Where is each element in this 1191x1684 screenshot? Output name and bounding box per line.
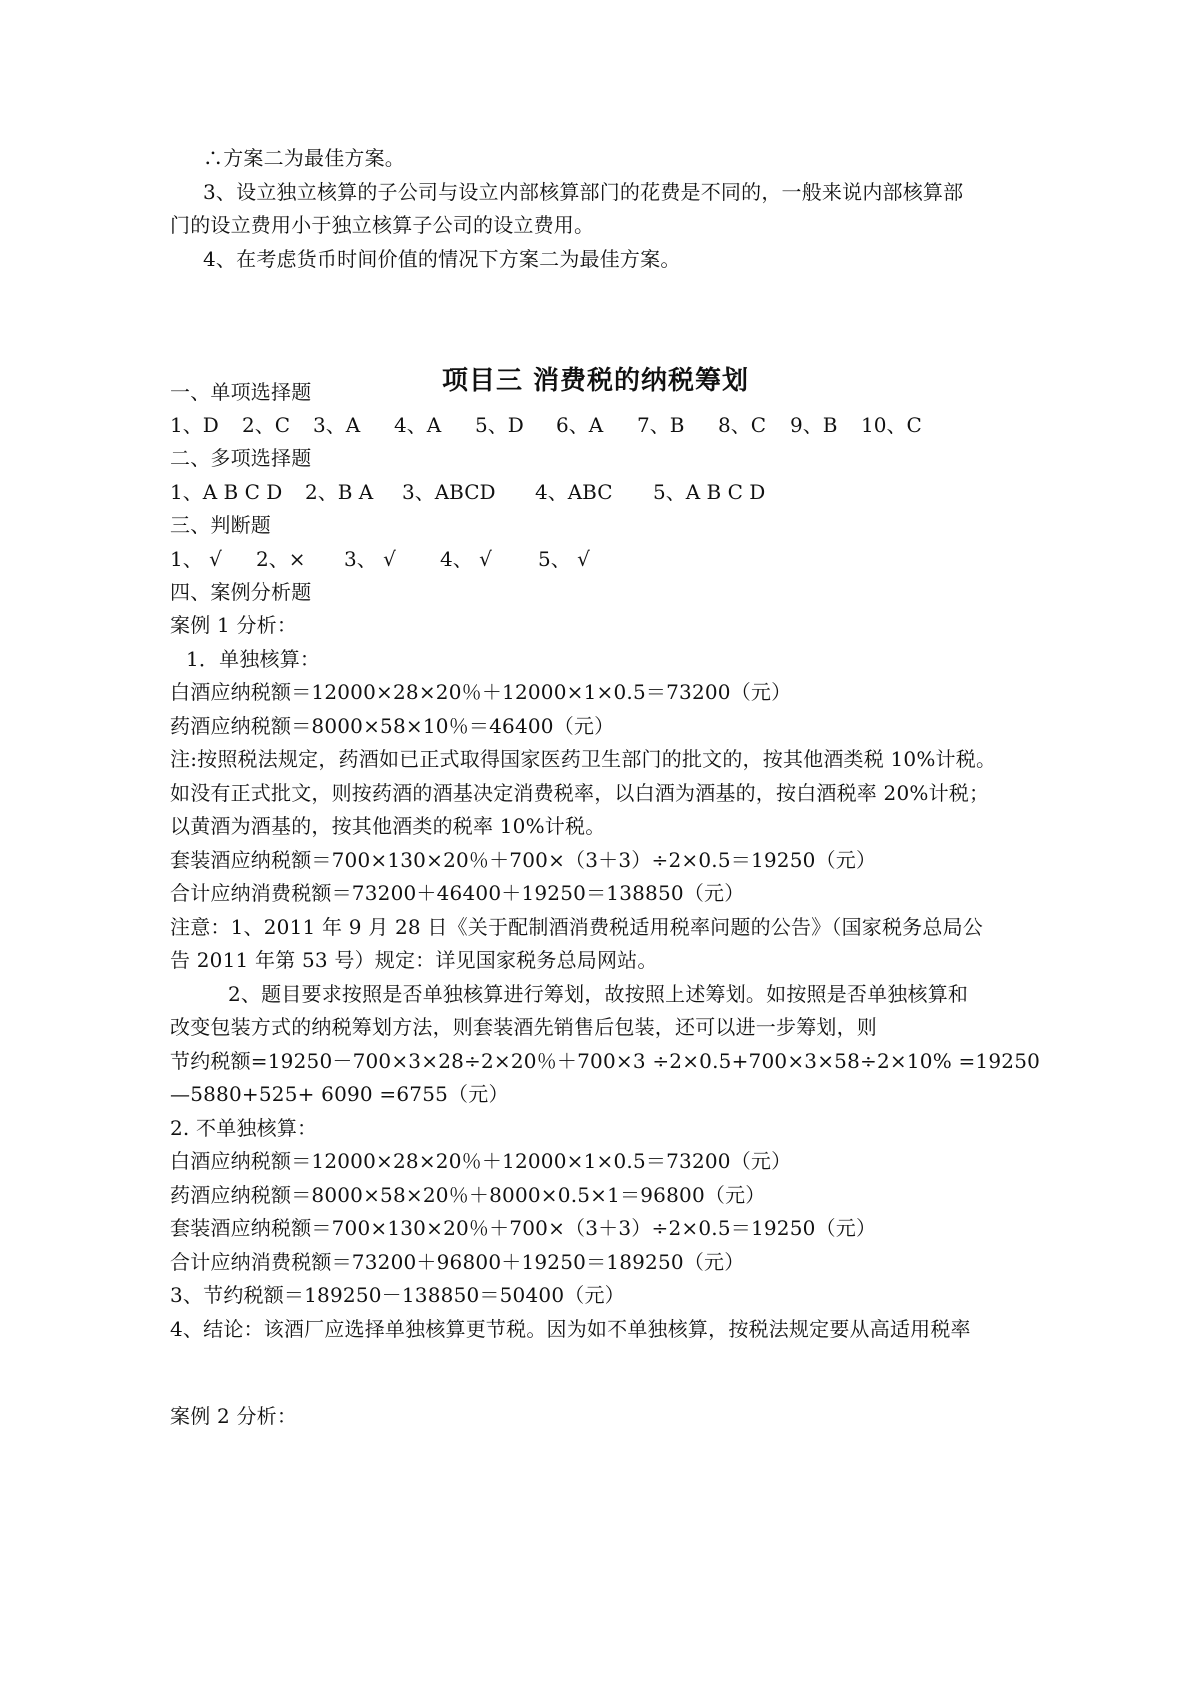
answer-row-true-false: [170, 545, 950, 573]
paragraph-line: 4、在考虑货币时间价值的情况下方案二为最佳方案。: [203, 247, 681, 271]
heading-multiple-choice: 二、多项选择题: [170, 446, 312, 470]
answer-item: 2、×: [256, 547, 306, 571]
subheading-combined-accounting: 2. 不单独核算：: [170, 1116, 318, 1140]
answer-item: 4、ABC: [535, 480, 613, 504]
calc-line: 套装酒应纳税额＝700×130×20％＋700×（3＋3）÷2×0.5＝19250（元）: [170, 848, 877, 872]
paragraph-line: 3、设立独立核算的子公司与设立内部核算部门的花费是不同的，一般来说内部核算部: [203, 180, 964, 204]
note-line: 改变包装方式的纳税筹划方法，则套装酒先销售后包装，还可以进一步筹划，则: [170, 1015, 877, 1039]
calc-line: 药酒应纳税额＝8000×58×10％＝46400（元）: [170, 714, 615, 738]
calc-line: 合计应纳消费税额＝73200＋46400＋19250＝138850（元）: [170, 881, 745, 905]
heading-true-false: 三、判断题: [170, 513, 271, 537]
answer-item: 1、A B C D: [170, 480, 283, 504]
case2-heading: 案例 2 分析：: [170, 1404, 298, 1428]
answer-item: 10、C: [861, 413, 922, 437]
answer-item: 1、D: [170, 413, 219, 437]
note-line: 如没有正式批文，则按药酒的酒基决定消费税率，以白酒为酒基的，按白酒税率 20%计税；: [170, 781, 990, 805]
answer-item: 4、A: [394, 413, 442, 437]
note-line: 注:按照税法规定，药酒如已正式取得国家医药卫生部门的批文的，按其他酒类税 10%计税。: [170, 747, 997, 771]
case1-heading: 案例 1 分析：: [170, 613, 298, 637]
note-line: 注意：1、2011 年 9 月 28 日《关于配制酒消费税适用税率问题的公告》（国家税务总局公: [170, 915, 983, 939]
note-line: 告 2011 年第 53 号）规定：详见国家税务总局网站。: [170, 948, 658, 972]
answer-item: 8、C: [718, 413, 767, 437]
subheading-separate-accounting: 1．单独核算：: [186, 647, 321, 671]
answer-item: 3、ABCD: [402, 480, 496, 504]
answer-item: 3、 √: [344, 547, 396, 571]
answer-item: 9、B: [790, 413, 838, 437]
calc-line: 3、节约税额＝189250－138850＝50400（元）: [170, 1283, 625, 1307]
paragraph-line: 门的设立费用小于独立核算子公司的设立费用。: [170, 213, 595, 237]
answer-row-multiple-choice: [170, 478, 950, 506]
answer-row-single-choice: [170, 411, 950, 439]
answer-item: 5、A B C D: [653, 480, 766, 504]
note-line: 以黄酒为酒基的，按其他酒类的税率 10%计税。: [170, 814, 606, 838]
note-line: 2、题目要求按照是否单独核算进行筹划，故按照上述筹划。如按照是否单独核算和: [228, 982, 969, 1006]
heading-single-choice: 一、单项选择题: [170, 380, 312, 404]
answer-item: 6、A: [556, 413, 604, 437]
answer-item: 5、D: [475, 413, 524, 437]
calc-line: 白酒应纳税额＝12000×28×20％＋12000×1×0.5＝73200（元）: [170, 1149, 792, 1173]
answer-item: 5、 √: [538, 547, 590, 571]
calc-line: 节约税额=19250－700×3×28÷2×20％＋700×3 ÷2×0.5+700×3×58÷2×10% =19250: [170, 1049, 1041, 1073]
calc-line: 合计应纳消费税额＝73200＋96800＋19250＝189250（元）: [170, 1250, 745, 1274]
answer-item: 2、C: [242, 413, 291, 437]
section-title: 项目三 消费税的纳税筹划: [441, 366, 750, 396]
answer-item: 3、A: [313, 413, 361, 437]
calc-line: 套装酒应纳税额＝700×130×20％＋700×（3＋3）÷2×0.5＝19250（元）: [170, 1216, 877, 1240]
calc-line: 白酒应纳税额＝12000×28×20％＋12000×1×0.5＝73200（元）: [170, 680, 792, 704]
heading-case-analysis: 四、案例分析题: [170, 580, 312, 604]
conclusion-line: 4、结论：该酒厂应选择单独核算更节税。因为如不单独核算，按税法规定要从高适用税率: [170, 1317, 971, 1341]
answer-item: 2、B A: [305, 480, 374, 504]
answer-item: 7、B: [637, 413, 685, 437]
answer-item: 1、 √: [170, 547, 222, 571]
calc-line: —5880+525+ 6090 =6755（元）: [170, 1082, 509, 1106]
calc-line: 药酒应纳税额＝8000×58×20％＋8000×0.5×1＝96800（元）: [170, 1183, 766, 1207]
conclusion-line: ∴方案二为最佳方案。: [203, 146, 405, 170]
answer-item: 4、 √: [440, 547, 492, 571]
